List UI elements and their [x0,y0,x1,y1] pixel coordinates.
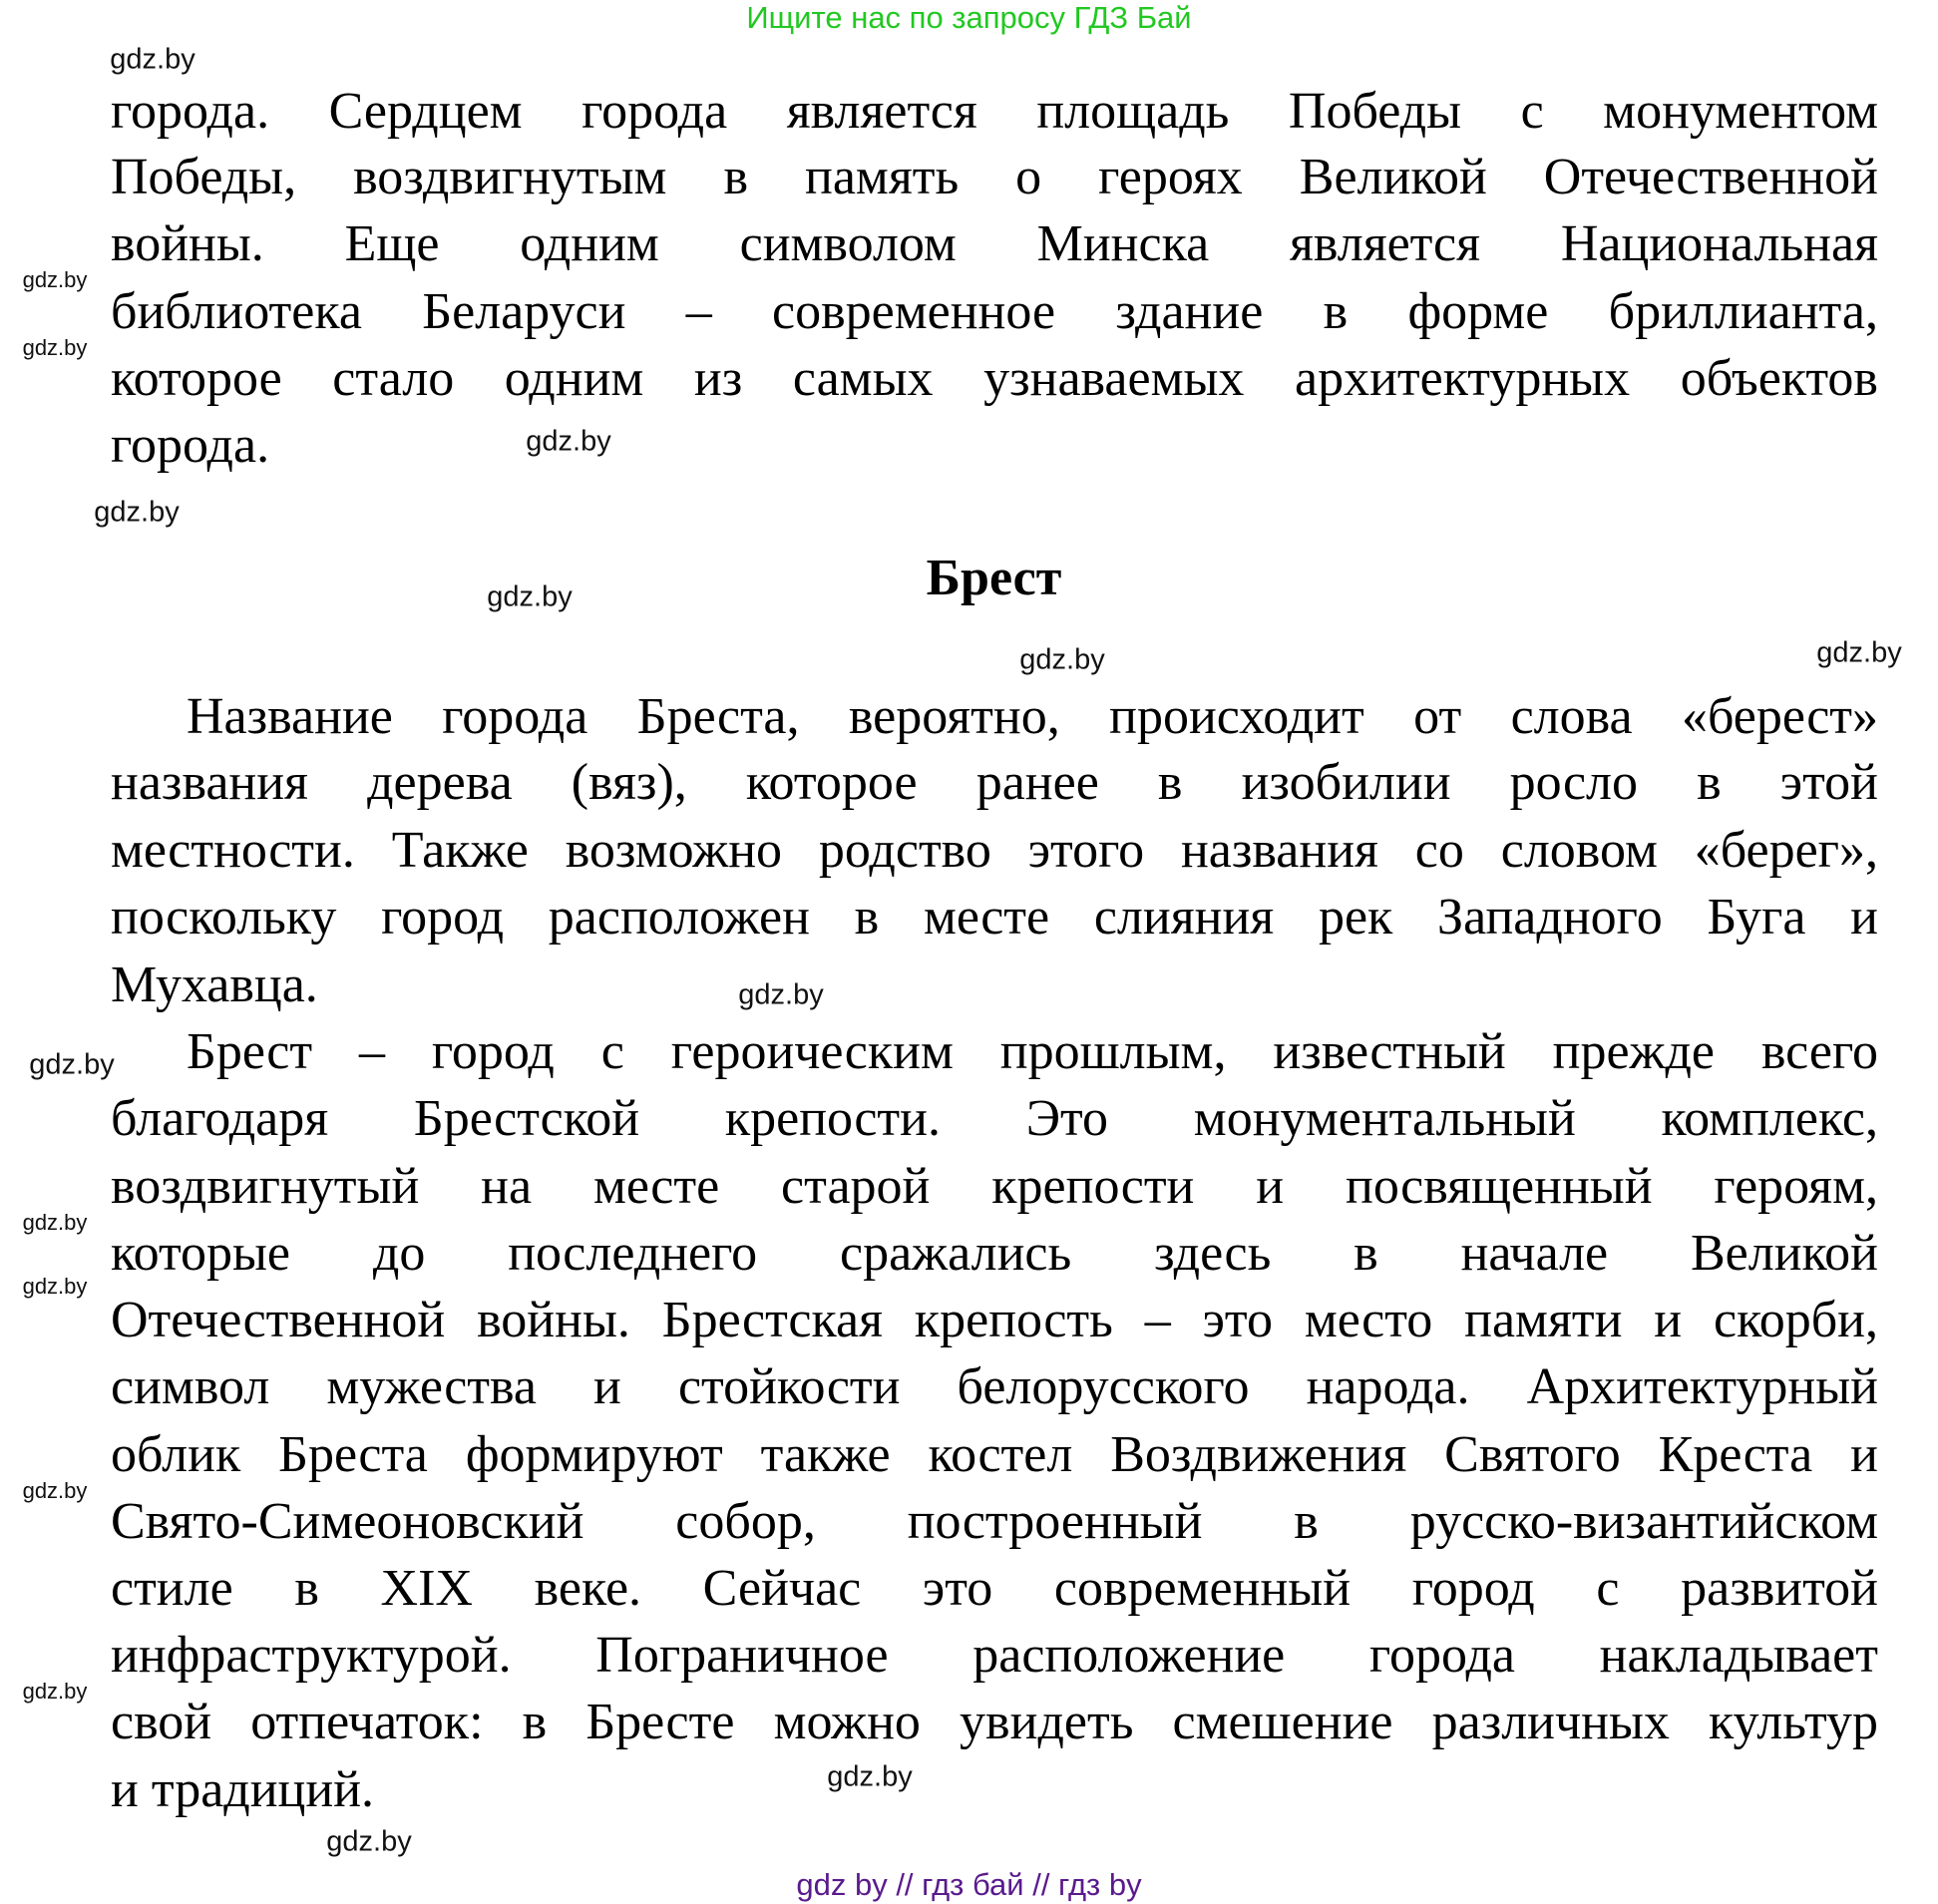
text-line: города. Сердцем города является площадь Победы с монументом [111,83,1878,140]
text-line: облик Бреста формируют также костел Воздвижения Святого Креста и [111,1426,1878,1483]
watermark: gdz.by [487,580,573,613]
text-line: Мухавца. [111,956,318,1013]
search-hint-banner: Ищите нас по запросу ГДЗ Бай [746,0,1192,35]
text-line: названия дерева (вяз), которое ранее в изобилии росло в этой [111,754,1878,811]
text-line: благодаря Брестской крепости. Это монументальный комплекс, [111,1090,1878,1147]
watermark: gdz.by [738,978,824,1011]
text-line: местности. Также возможно родство этого названия со словом «берег», [111,822,1878,879]
text-line: Отечественной войны. Брестская крепость – это место памяти и скорби, [111,1292,1878,1348]
watermark: gdz.by [94,496,180,529]
watermark: gdz.by [22,1210,88,1235]
watermark: gdz.by [22,1274,88,1299]
text-line: которое стало одним из самых узнаваемых архитектурных объектов [111,350,1878,407]
text-line: библиотека Беларуси – современное здание в форме бриллианта, [111,283,1878,340]
watermark: gdz.by [29,1048,115,1081]
watermark: gdz.by [1816,636,1902,669]
text-line: инфраструктурой. Пограничное расположение города накладывает [111,1627,1878,1684]
text-line: Свято-Симеоновский собор, построенный в русско-византийском [111,1493,1878,1550]
text-line: свой отпечаток: в Бресте можно увидеть смешение различных культур [111,1694,1878,1750]
text-line: Победы, воздвигнутым в память о героях Великой Отечественной [111,149,1878,205]
watermark: gdz.by [526,425,611,458]
watermark: gdz.by [110,43,195,76]
watermark: gdz.by [1019,643,1105,676]
watermark: gdz.by [827,1760,913,1793]
text-line: Название города Бреста, вероятно, происходит от слова «берест» [187,688,1878,745]
text-line: поскольку город расположен в месте слияния рек Западного Буга и [111,889,1878,946]
text-line: которые до последнего сражались здесь в начале Великой [111,1225,1878,1282]
text-line: символ мужества и стойкости белорусского народа. Архитектурный [111,1358,1878,1415]
text-line: города. [111,417,270,474]
watermark: gdz.by [22,267,88,292]
watermark: gdz.by [22,335,88,360]
watermark: gdz.by [22,1679,88,1704]
watermark: gdz.by [22,1478,88,1503]
section-title: Брест [926,550,1062,606]
text-line: и традиций. [111,1761,375,1818]
footer-links: gdz by // гдз бай // гдз by [796,1867,1142,1902]
text-line: стиле в XIX веке. Сейчас это современный город с развитой [111,1560,1878,1617]
text-line: воздвигнутый на месте старой крепости и посвященный героям, [111,1158,1878,1215]
watermark: gdz.by [326,1825,412,1858]
text-line: Брест – город с героическим прошлым, известный прежде всего [187,1023,1878,1080]
text-line: войны. Еще одним символом Минска является Национальная [111,215,1878,272]
